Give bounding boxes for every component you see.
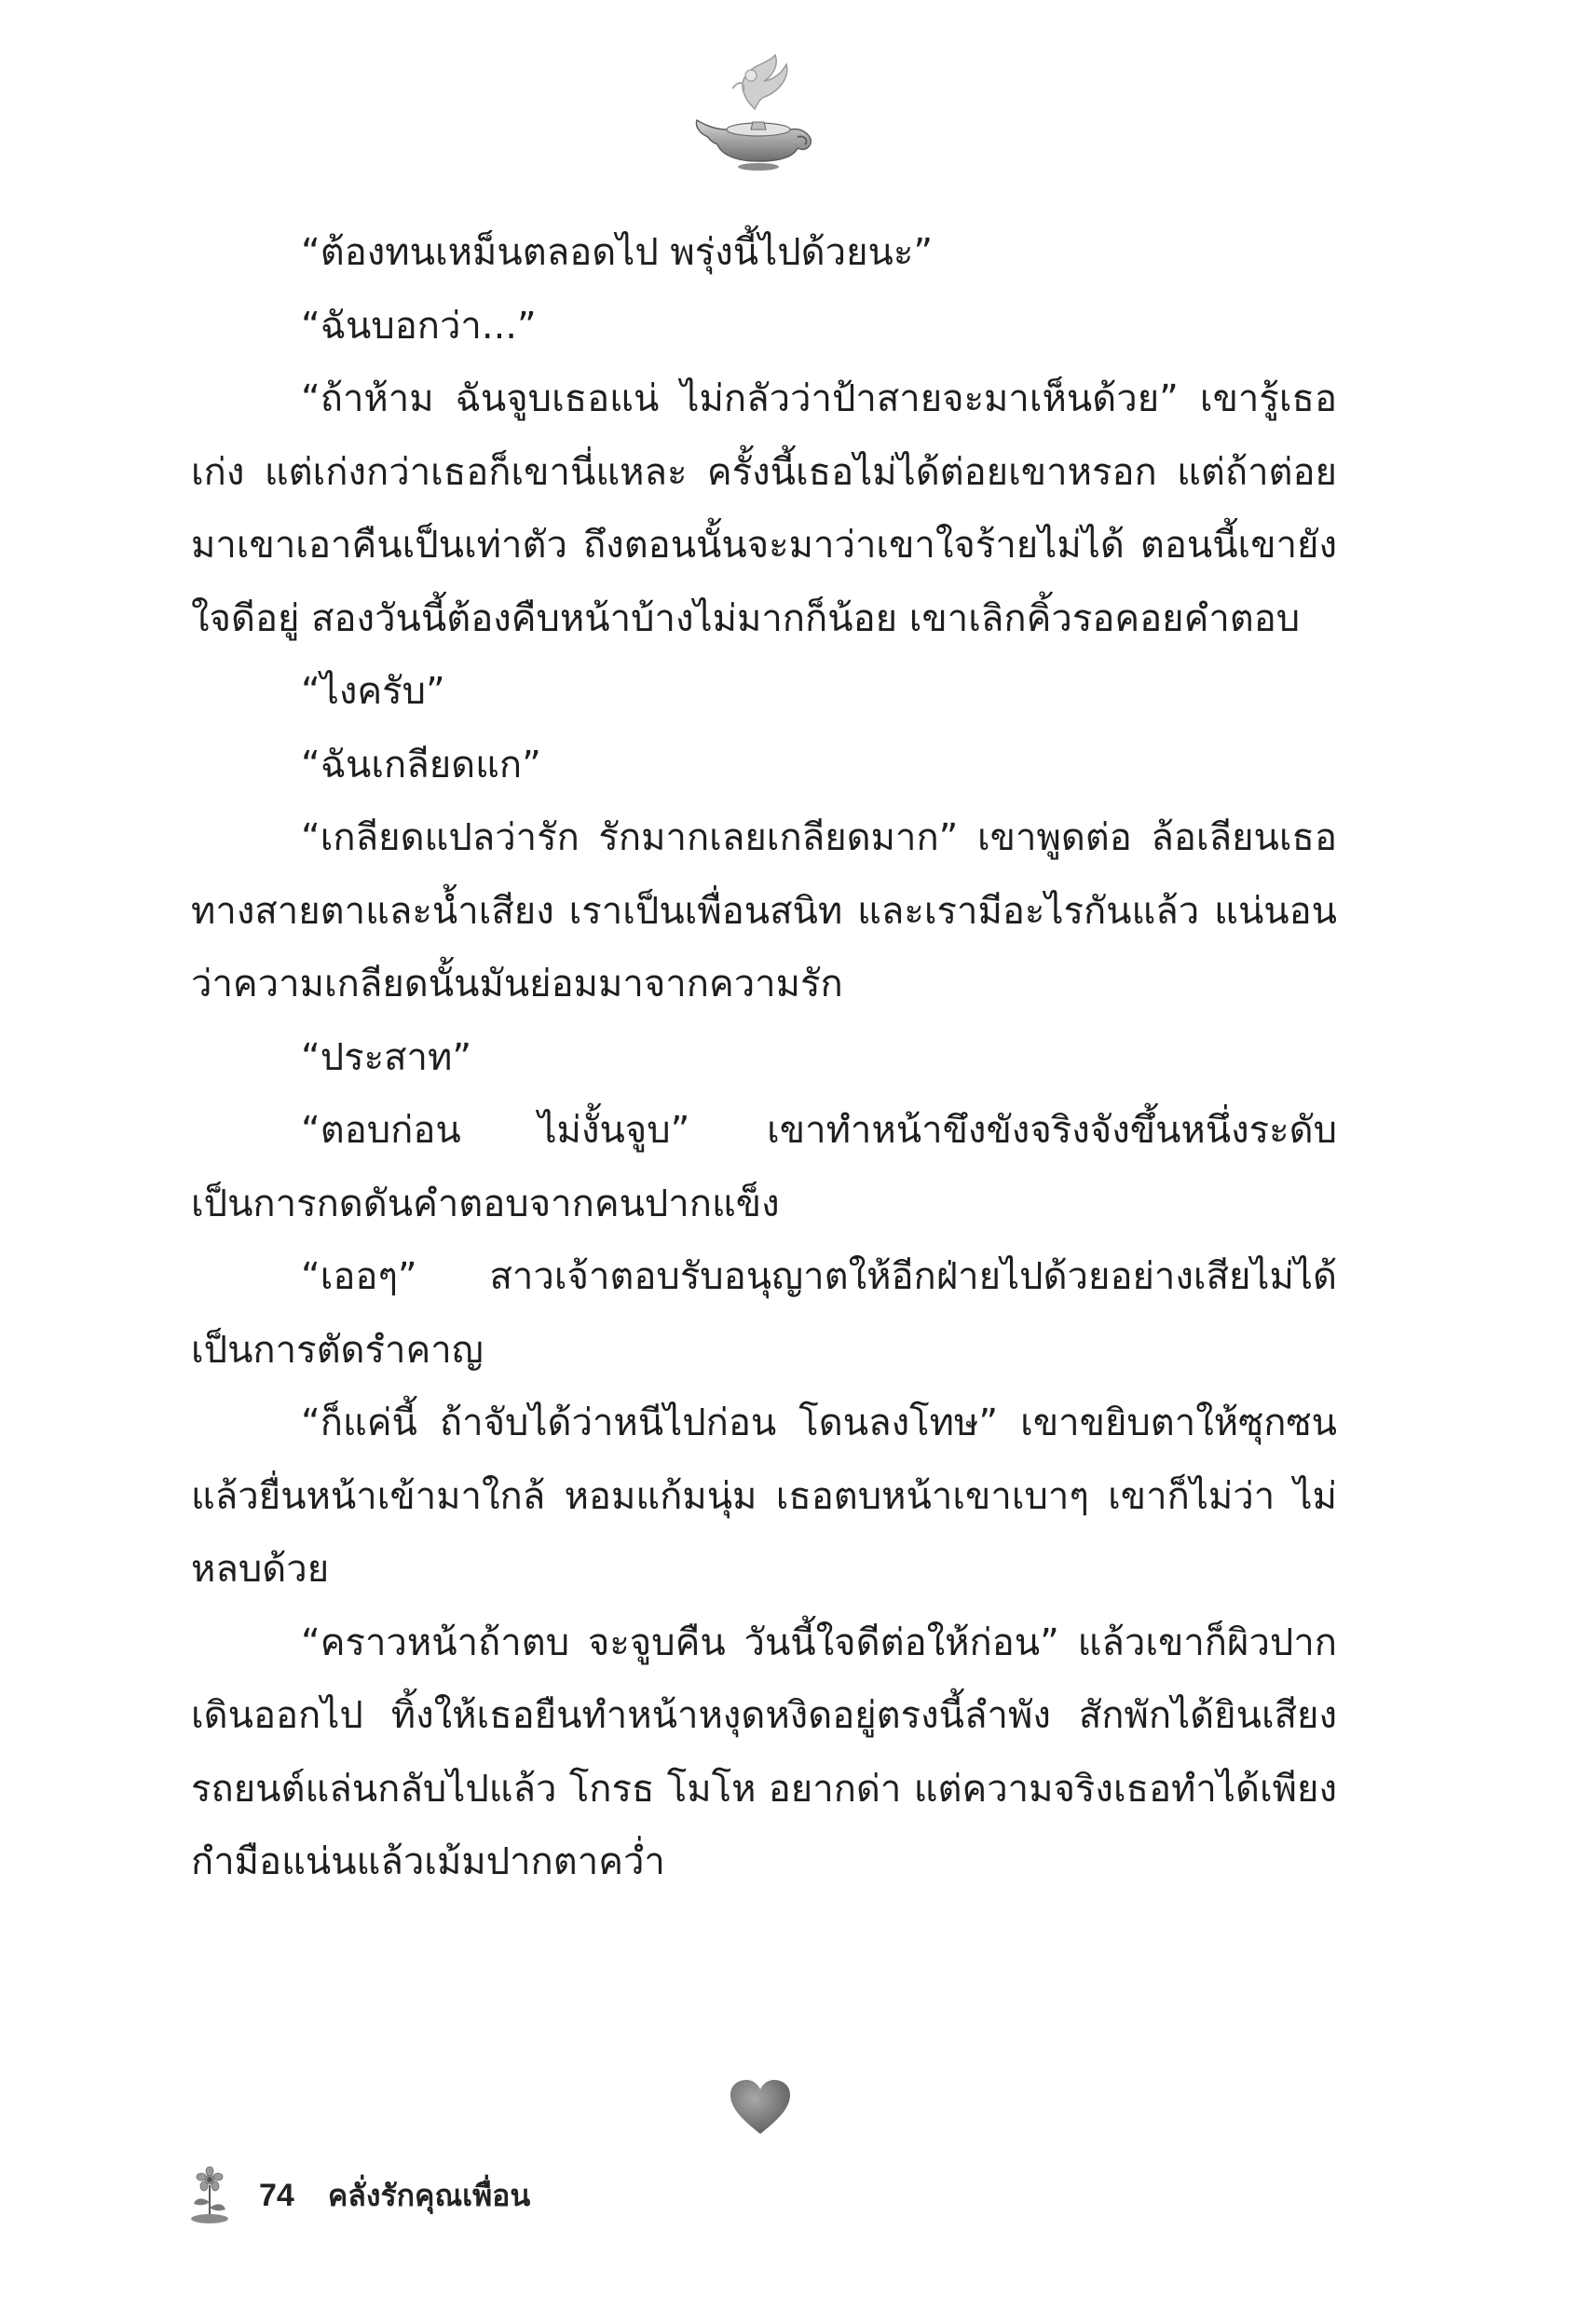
paragraph: “เออๆ” สาวเจ้าตอบรับอนุญาตให้อีกฝ่ายไปด้วยอย่างเสียไม่ได้ เป็นการตัดรำคาญ (191, 1255, 1337, 1372)
page-number: 74 (259, 2177, 294, 2213)
paragraph: “คราวหน้าถ้าตบ จะจูบคืน วันนี้ใจดีต่อให้ก่อน” แล้วเขาก็ผิวปากเดินออกไป ทิ้งให้เธอยืนทำหน้าหงุดหงิดอยู่ตรงนี้ลำพัง สักพักได้ยินเสียงรถยนต์แล่นกลับไปแล้ว โกรธ โมโห อยากด่า แต่ความจริงเธอทำได้เพียงกำมือแน่นแล้วเม้มปากตาคว่ำ (191, 1620, 1337, 1883)
paragraph: “ฉันบอกว่า...” (301, 304, 537, 348)
book-title: คลั่งรักคุณเพื่อน (327, 2177, 531, 2213)
paragraph: “ก็แค่นี้ ถ้าจับได้ว่าหนีไปก่อน โดนลงโทษ” เขาขยิบตาให้ซุกซน แล้วยื่นหน้าเข้ามาใกล้ หอมแก้มนุ่ม เธอตบหน้าเขาเบาๆ เขาก็ไม่ว่า ไม่หลบด้วย (191, 1402, 1337, 1591)
flower-plant-icon (186, 2167, 233, 2224)
paragraph: “ต้องทนเหม็นตลอดไป พรุ่งนี้ไปด้วยนะ” (301, 231, 934, 274)
page-footer (186, 2158, 530, 2233)
heart-icon (729, 2078, 792, 2138)
paragraph: “ตอบก่อน ไม่งั้นจูบ” เขาทำหน้าขึงขังจริงจังขึ้นหนึ่งระดับ เป็นการกดดันคำตอบจากคนปากแข็ง (191, 1109, 1337, 1225)
paragraph: “ถ้าห้าม ฉันจูบเธอแน่ ไม่กลัวว่าป้าสายจะมาเห็นด้วย” เขารู้เธอเก่ง แต่เก่งกว่าเธอก็เขานี่แหละ ครั้งนี้เธอไม่ได้ต่อยเขาหรอก แต่ถ้าต่อยมาเขาเอาคืนเป็นเท่าตัว ถึงตอนนั้นจะมาว่าเขาใจร้ายไม่ได้ ตอนนี้เขายังใจดีอยู่ สองวันนี้ต้องคืบหน้าบ้างไม่มากก็น้อย เขาเลิกคิ้วรอคอยคำตอบ (191, 377, 1337, 640)
paragraph: “ประสาท” (301, 1035, 472, 1079)
paragraph: “ไงครับ” (301, 670, 445, 713)
story-text (191, 216, 1337, 1899)
paragraph: “ฉันเกลียดแก” (301, 743, 541, 786)
genie-lamp-icon (689, 51, 820, 172)
paragraph: “เกลียดแปลว่ารัก รักมากเลยเกลียดมาก” เขาพูดต่อ ล้อเลียนเธอทางสายตาและน้ำเสียง เราเป็นเพื่อนสนิท และเรามีอะไรกันแล้ว แน่นอนว่าความเกลียดนั้นมันย่อมมาจากความรัก (191, 816, 1337, 1005)
